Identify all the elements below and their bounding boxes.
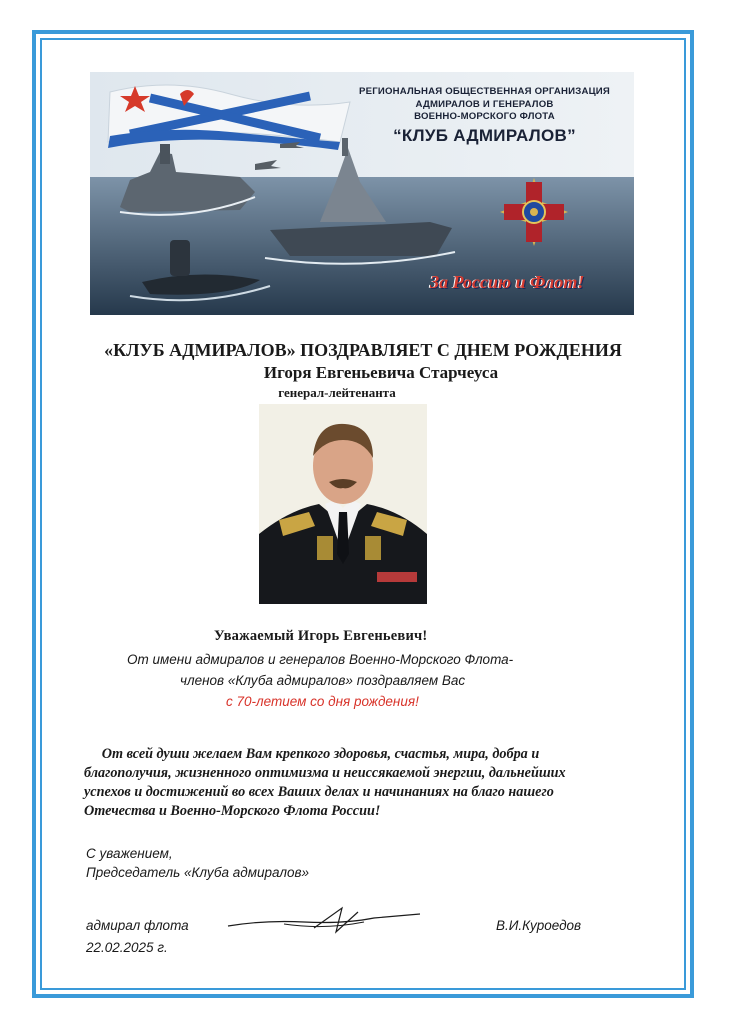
anniversary-line: с 70-летием со дня рождения! — [226, 694, 419, 709]
portrait-illustration — [259, 404, 427, 604]
organization-title-block — [342, 86, 627, 147]
wishes-paragraph — [84, 745, 644, 821]
letter-line-2: членов «Клуба адмиралов» поздравляем Вас — [180, 673, 466, 688]
banner-motto: За Россию и Флот! — [430, 272, 585, 292]
wish-line: От всей души желаем Вам крепкого здоровья, счастья, мира, добра и — [84, 746, 540, 762]
org-line-2: АДМИРАЛОВ И ГЕНЕРАЛОВ — [415, 98, 554, 110]
chairman-position: Председатель «Клуба адмиралов» — [86, 865, 310, 880]
wish-line: благополучия, жизненного оптимизма и неиссякаемой энергии, дальнейших — [84, 765, 566, 781]
honoree-portrait — [259, 404, 427, 604]
org-line-3: ВОЕННО-МОРСКОГО ФЛОТА — [414, 111, 555, 122]
honoree-rank: генерал-лейтенанта — [278, 385, 396, 400]
handwritten-signature — [224, 902, 424, 938]
signer-rank: адмирал флота — [86, 918, 189, 933]
greeting: Уважаемый Игорь Евгеньевич! — [214, 628, 428, 644]
header-banner — [90, 72, 634, 315]
letter-date: 22.02.2025 г. — [86, 940, 168, 955]
page-title: «КЛУБ АДМИРАЛОВ» ПОЗДРАВЛЯЕТ С ДНЕМ РОЖДЕНИЯ — [104, 340, 622, 360]
honoree-name: Игоря Евгеньевича Старчеуса — [263, 363, 499, 382]
org-line-1: РЕГИОНАЛЬНАЯ ОБЩЕСТВЕННАЯ ОРГАНИЗАЦИЯ — [359, 86, 610, 97]
wish-line: успехов и достижений во всех Ваших делах и начинаниях на благо нашего — [84, 784, 554, 800]
regards: С уважением, — [86, 846, 173, 861]
signer-name: В.И.Куроедов — [496, 918, 582, 933]
org-name: “КЛУБ АДМИРАЛОВ” — [393, 125, 576, 145]
letter-line-1: От имени адмиралов и генералов Военно-Морского Флота- — [127, 652, 514, 667]
wish-line: Отечества и Военно-Морского Флота России! — [84, 803, 381, 819]
